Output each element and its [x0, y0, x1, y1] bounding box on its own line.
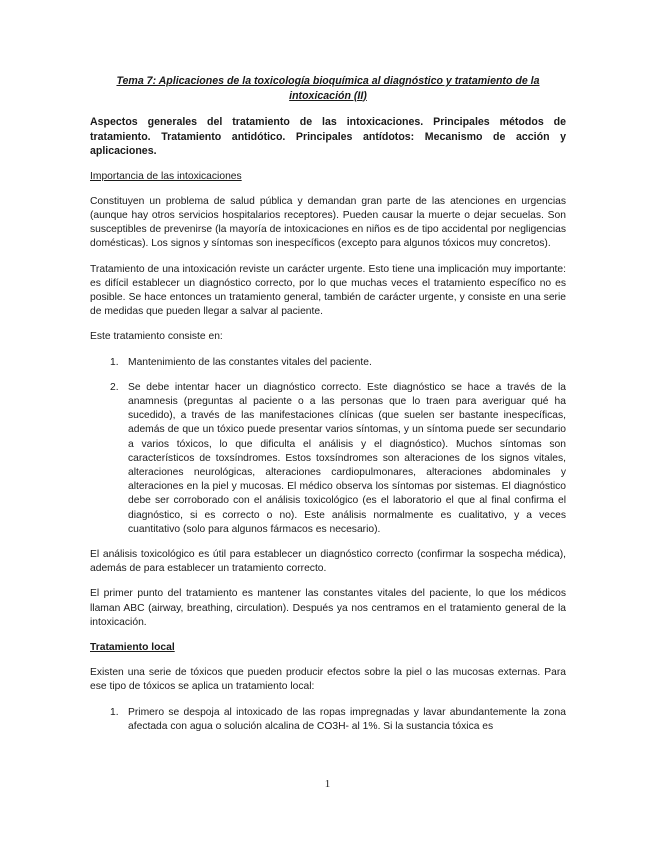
- paragraph: Tratamiento de una intoxicación reviste un carácter urgente. Esto tiene una implicación muy importante: es difícil establecer un diagnóstico correcto, por lo que muchas veces el tratamiento específico no es posible. Se hace entonces un tratamiento general, también de carácter urgente, y consiste en una serie de medidas que pueden llegar a salvar al paciente.: [90, 263, 566, 318]
- list-item: [90, 381, 566, 537]
- paragraph: Constituyen un problema de salud pública y demandan gran parte de las atenciones en urgencias (aunque hay otros servicios hospitalarios receptores). Pueden causar la muerte o dejar secuelas. Son susceptibles de prevenirse (la mayoría de intoxicaciones en niños es de tipo accidental por negligencias domésticas). Los signos y síntomas son inespecíficos (excepto para algunos tóxicos muy concretos).: [90, 195, 566, 250]
- paragraph: Este tratamiento consiste en:: [90, 331, 223, 343]
- numbered-list: [90, 356, 566, 537]
- list-item-number: 1.: [110, 706, 119, 718]
- paragraph: El primer punto del tratamiento es mantener las constantes vitales del paciente, lo que los médicos llaman ABC (airway, breathing, circulation). Después ya nos centramos en el tratamiento general de la intoxicación.: [90, 588, 566, 628]
- paragraph: El análisis toxicológico es útil para establecer un diagnóstico correcto (confirmar la sospecha médica), además de para establecer un tratamiento correcto.: [90, 548, 566, 575]
- section-heading-tratamiento-local: Tratamiento local: [90, 641, 175, 653]
- list-item-number: 1.: [110, 356, 119, 368]
- document-subtitle: Aspectos generales del tratamiento de las intoxicaciones. Principales métodos de tratamiento. Tratamiento antidótico. Principales antídotos: Mecanismo de acción y aplicaciones.: [90, 116, 566, 157]
- section-heading-importancia: Importancia de las intoxicaciones: [90, 170, 242, 182]
- list-item-text: Se debe intentar hacer un diagnóstico correcto. Este diagnóstico se hace a través de la anamnesis (preguntas al paciente o a las personas que lo traen para averiguar qué ha sucedido), a través de las manifestaciones clínicas (que suelen ser bastante inespecíficas, además de que un tóxico puede presentar varios síntomas, y un síntoma puede ser secundario a varios tóxicos, lo que dificulta el análisis y el diagnóstico). Muchos síntomas son característicos de toxsíndromes. Estos toxsíndromes son alteraciones de los signos vitales, alteraciones neurológicas, alteraciones cardiopulmonares, alteraciones abdominales y alteraciones en la piel y mucosas. El médico observa los síntomas por sistemas. El diagnóstico debe ser corroborado con el análisis toxicológico (es el laboratorio el que al final confirma el diagnóstico, si es correcto o no). Este análisis normalmente es cualitativo, y a veces cuantitativo (solo para algunos fármacos es necesario).: [128, 381, 566, 535]
- list-item-text: Primero se despoja al intoxicado de las ropas impregnadas y lavar abundantemente la zona afectada con agua o solución alcalina de CO3H- al 1%. Si la sustancia tóxica es: [128, 706, 566, 732]
- list-item-text: Mantenimiento de las constantes vitales del paciente.: [128, 356, 372, 368]
- page-number: 1: [324, 778, 331, 790]
- paragraph: Existen una serie de tóxicos que pueden producir efectos sobre la piel o las mucosas externas. Para ese tipo de tóxicos se aplica un tratamiento local:: [90, 667, 566, 693]
- document-page: [90, 74, 566, 745]
- list-item-number: 2.: [110, 381, 119, 393]
- numbered-list: [90, 706, 566, 734]
- list-item: [90, 706, 566, 734]
- list-item: [90, 356, 566, 370]
- document-title: Tema 7: Aplicaciones de la toxicología bioquímica al diagnóstico y tratamiento de la intoxicación (II): [116, 75, 540, 102]
